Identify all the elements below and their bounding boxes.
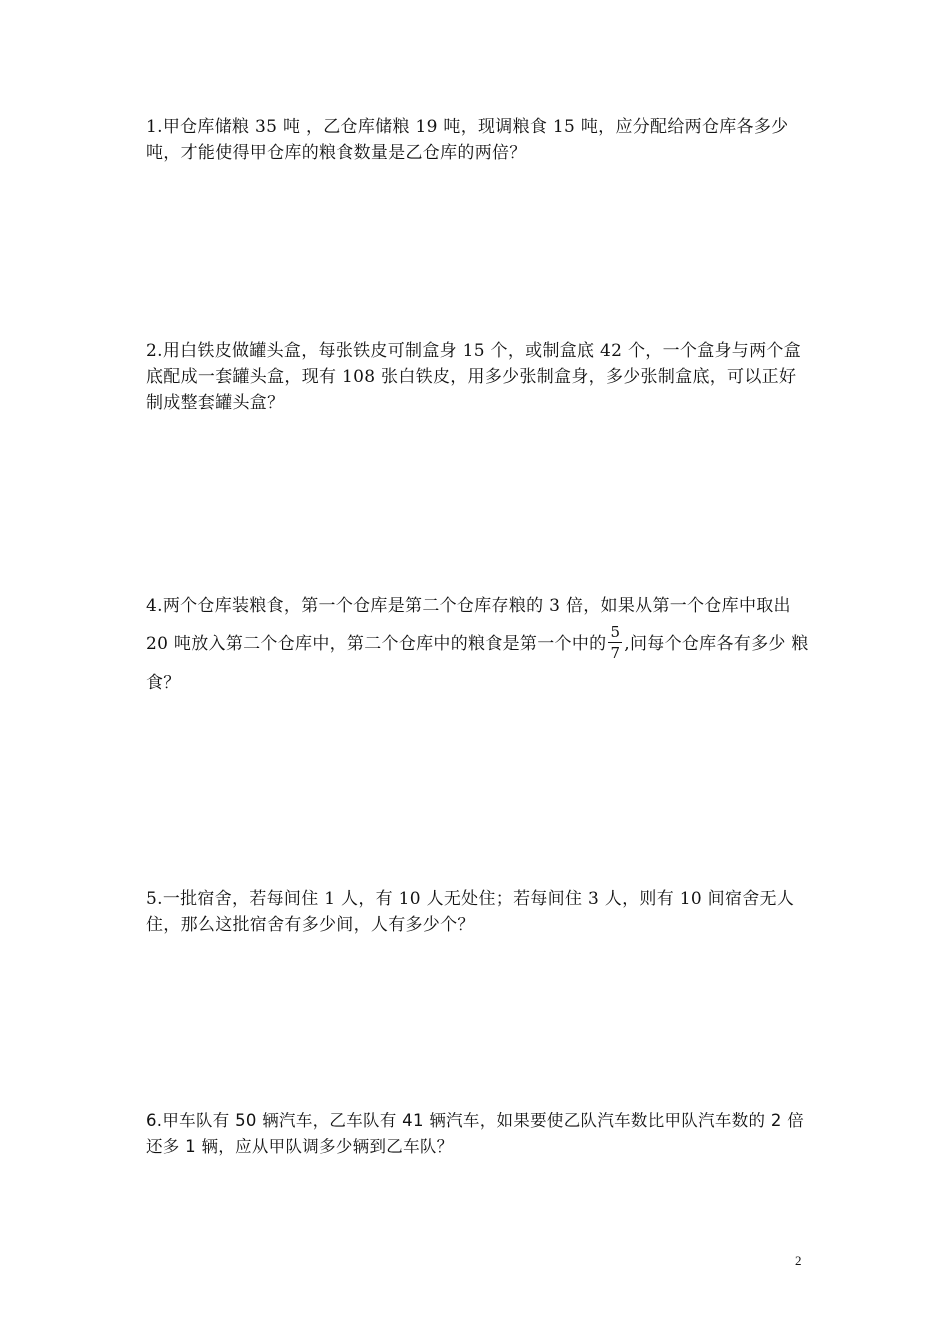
problem-4-text-after: ,问每个仓库各有多少 粮食？	[146, 634, 809, 693]
problem-4	[146, 588, 810, 701]
problem-2: 2.用白铁皮做罐头盒，每张铁皮可制盒身 15 个，或制盒底 42 个，一个盒身与两个盒底配成一套罐头盒，现有 108 张白铁皮，用多少张制盒身，多少张制盒底，可以正好制成整套罐头盒？	[146, 341, 801, 413]
page-number: 2	[795, 1253, 802, 1268]
problem-5: 5.一批宿舍，若每间住 1 人，有 10 人无处住；若每间住 3 人，则有 10 间宿舍无人住，那么这批宿舍有多少间，人有多少个？	[146, 889, 795, 935]
problem-4-text-before: 4.两个仓库装粮食，第一个仓库是第二个仓库存粮的 3 倍，如果从第一个仓库中取出 20 吨放入第二个仓库中，第二个仓库中的粮食是第一个中的	[146, 596, 791, 654]
problem-1: 1.甲仓库储粮 35 吨 ，乙仓库储粮 19 吨，现调粮食 15 吨，应分配给两仓库各多少吨，才能使得甲仓库的粮食数量是乙仓库的两倍？	[146, 117, 789, 163]
problem-6: 6.甲车队有 50 辆汽车，乙车队有 41 辆汽车，如果要使乙队汽车数比甲队汽车数的 2 倍还多 1 辆，应从甲队调多少辆到乙车队？	[146, 1111, 805, 1156]
fraction	[608, 622, 622, 663]
fraction-numerator: 5	[610, 623, 621, 641]
fraction-denominator: 7	[610, 644, 621, 662]
